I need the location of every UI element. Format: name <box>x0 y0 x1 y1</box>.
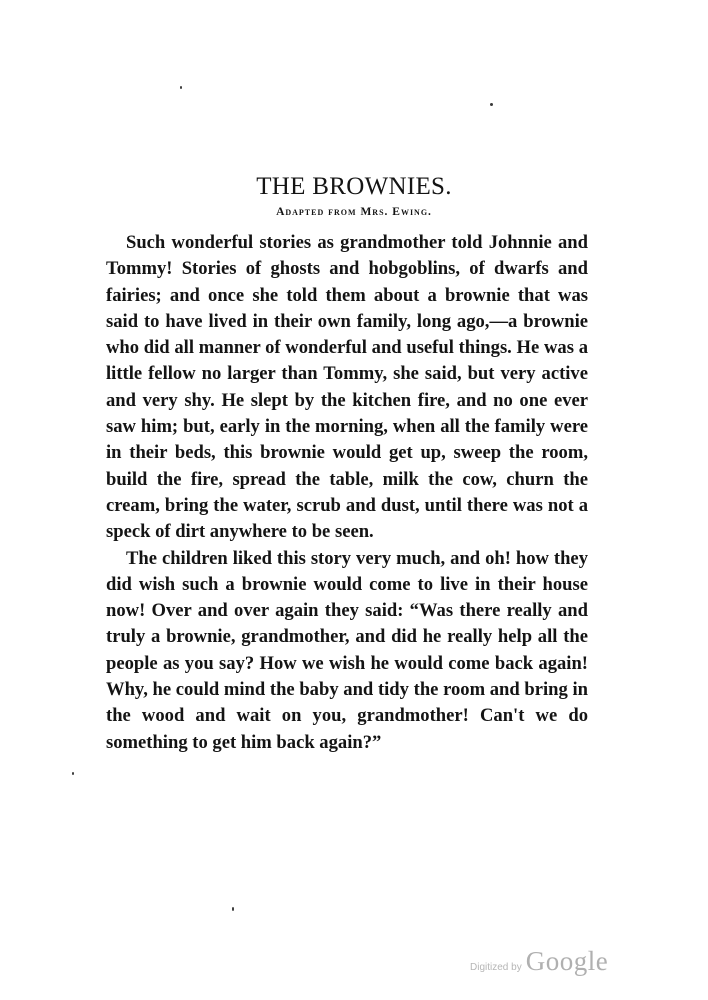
scan-speck <box>490 103 493 106</box>
paragraph-1: Such wonderful stories as grandmother told Johnnie and Tommy! Stories of ghosts and hobgoblins, of dwarfs and fairies; and once she told them about a brownie that was said to have lived in their own family, long ago,—a brownie who did all manner of wonderful and useful things. He was a little fellow no larger than Tommy, she said, but very active and very shy. He slept by the kitchen fire, and no one ever saw him; but, early in the morning, when all the family were in their beds, this brownie would get up, sweep the room, build the fire, spread the table, milk the cow, churn the cream, bring the water, scrub and dust, until there was not a speck of dirt anywhere to be seen. <box>106 232 588 543</box>
scan-speck <box>72 772 74 775</box>
google-logo: Google <box>525 946 609 976</box>
watermark-prefix: Digitized by <box>470 962 522 973</box>
scan-speck <box>180 86 182 89</box>
digitized-watermark <box>470 946 608 977</box>
page-title: THE BROWNIES. <box>256 173 452 200</box>
story-body <box>106 230 588 756</box>
paragraph-2: The children liked this story very much, and oh! how they did wish such a brownie would come to live in their house now! Over and over again they said: “Was there really and truly a brownie, grandmother, and did he really help all the people as you say? How we wish he would come back again! Why, he could mind the baby and tidy the room and bring in the wood and wait on you, grandmother! Can't we do something to get him back again?” <box>106 547 588 753</box>
attribution-subtitle: Adapted from Mrs. Ewing. <box>276 206 432 218</box>
scan-speck <box>232 907 234 911</box>
